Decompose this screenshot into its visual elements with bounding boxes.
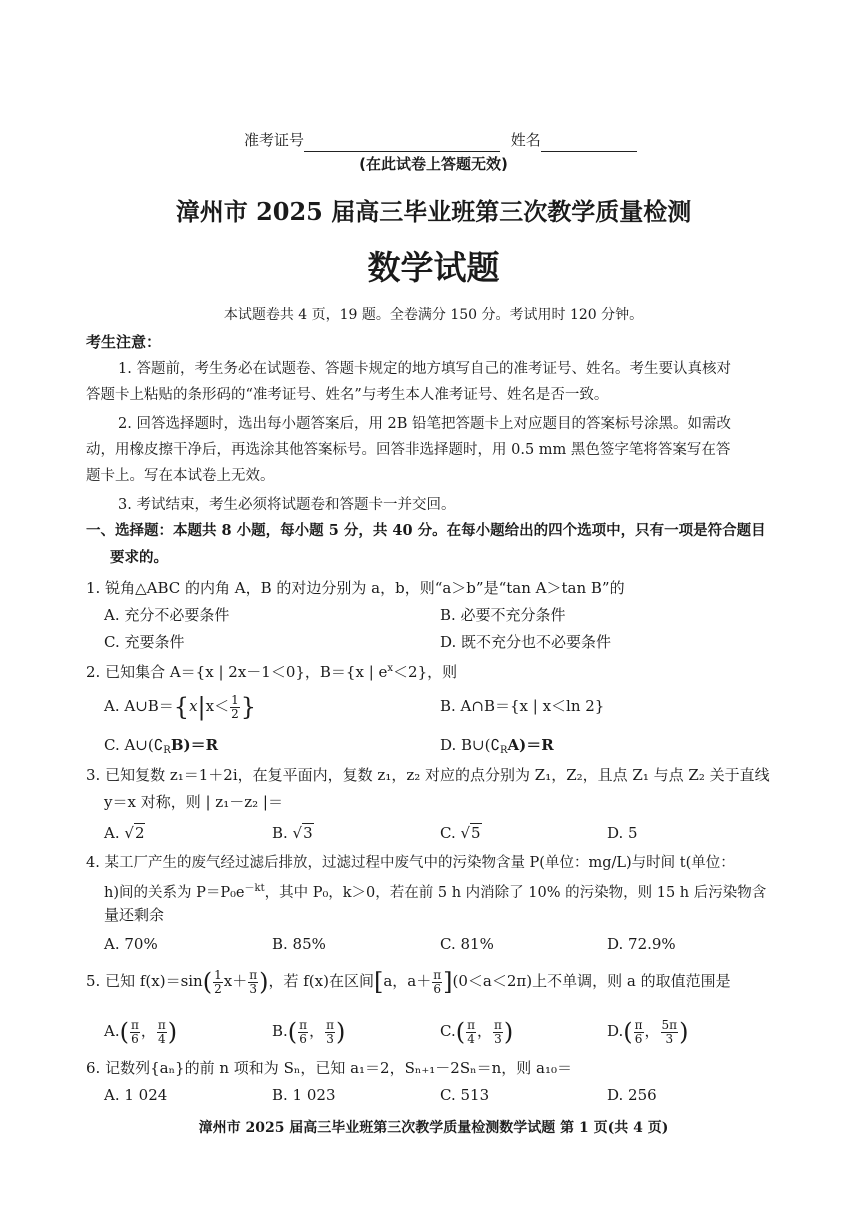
q3-line1: 3. 已知复数 z₁＝1＋2i，在复平面内，复数 z₁，z₂ 对应的点分别为 Z₁，Z₂，且点 Z₁ 与点 Z₂ 关于直线	[86, 766, 770, 784]
q2-a-pre: A. A∪B＝	[104, 697, 174, 715]
q5-frac1	[213, 969, 223, 996]
q2-c-end: B)＝R	[170, 736, 219, 754]
q4-line2a: h)间的关系为 P＝P₀e	[104, 885, 245, 901]
q5-d-lparen: (	[623, 1018, 633, 1046]
q2-option-d	[440, 733, 554, 763]
q4-option-c: C. 81%	[440, 935, 494, 953]
q5-b-comma: ，	[309, 1022, 325, 1040]
q5-frac2-den: 3	[249, 981, 257, 996]
q5-stem	[86, 965, 731, 998]
q1-option-d: D. 既不充分也不必要条件	[440, 633, 612, 651]
q5-b-lparen: (	[287, 1018, 298, 1046]
q2-stem-b: ＜2}，则	[393, 663, 458, 681]
q5-option-a	[104, 1015, 177, 1048]
q3-option-a	[104, 821, 145, 845]
notice-p2b: 动，用橡皮擦干净后，再选涂其他答案标号。回答非选择题时，用 0.5 mm 黑色签字笔将答案写在答	[86, 442, 731, 458]
q2-a-lbrace: {	[173, 693, 190, 721]
q5-rparen: )	[259, 968, 269, 996]
q2-c-sub: R	[163, 745, 171, 756]
q2-a-frac-den: 2	[231, 706, 239, 721]
q2-c-pre: C. A∪(∁	[104, 736, 164, 754]
q5-c-frac1-den: 4	[467, 1031, 475, 1046]
q5-frac2	[248, 969, 258, 996]
q2-a-frac-num: 1	[231, 692, 239, 707]
q3-c-label: C. √	[440, 824, 471, 842]
q2-d-sub: R	[500, 745, 508, 756]
q5-c-comma: ，	[476, 1022, 492, 1040]
q2-option-c	[104, 733, 218, 763]
q2-stem	[86, 657, 457, 684]
q5-a-frac1	[130, 1019, 140, 1046]
q4-option-a: A. 70%	[104, 935, 158, 953]
notice-p2a: 2. 回答选择题时，选出每小题答案后，用 2B 铅笔把答题卡上对应题目的答案标号涂黑。如需改	[118, 416, 732, 432]
q5-mid1: x＋	[223, 972, 248, 990]
q5-frac1-den: 2	[214, 981, 222, 996]
q5-option-d	[607, 1015, 688, 1048]
q2-option-b: B. A∩B＝{x | x＜ln 2}	[440, 697, 605, 715]
exam-info: 本试题卷共 4 页，19 题。全卷满分 150 分。考试用时 120 分钟。	[223, 307, 644, 323]
q5-d-frac2	[661, 1019, 679, 1046]
q2-a-var: x	[189, 697, 198, 715]
q2-stem-a: 2. 已知集合 A＝{x | 2x－1＜0}，B＝{x | e	[86, 663, 388, 681]
q5-c-frac1	[466, 1019, 476, 1046]
q2-a-x: x＜	[205, 697, 230, 715]
q5-lbracket: [	[373, 968, 384, 996]
q3-option-d: D. 5	[607, 824, 638, 842]
q3-line2: y＝x 对称，则 | z₁－z₂ |＝	[104, 793, 283, 811]
q5-c-lparen: (	[455, 1018, 466, 1046]
q5-a-label: A.	[104, 1022, 120, 1040]
q5-frac3-num: π	[433, 967, 442, 982]
q1-option-b: B. 必要不充分条件	[440, 606, 566, 624]
id-blank	[304, 135, 500, 152]
q2-d-pre: D. B∪(∁	[440, 736, 501, 754]
q5-d-frac2-num: 5π	[661, 1017, 678, 1032]
q5-c-label: C.	[440, 1022, 456, 1040]
q5-frac2-num: π	[249, 967, 258, 982]
q5-d-comma: ，	[644, 1022, 660, 1040]
q5-b-frac2-num: π	[326, 1017, 334, 1032]
q5-frac3-den: 6	[433, 981, 441, 996]
q6-option-d: D. 256	[607, 1086, 657, 1104]
q3-a-val: 2	[134, 824, 145, 842]
notice-p1a: 1. 答题前，考生务必在试题卷、答题卡规定的地方填写自己的准考证号、姓名。考生要认真核对	[118, 361, 731, 377]
q5-b-label: B.	[272, 1022, 288, 1040]
q5-c-rparen: )	[503, 1018, 514, 1046]
notice-heading: 考生注意：	[86, 333, 162, 351]
page-footer: 漳州市 2025 届高三毕业班第三次教学质量检测数学试题 第 1 页(共 4 页)	[198, 1120, 669, 1136]
invalid-note: (在此试卷上答题无效)	[359, 155, 508, 173]
q3-a-label: A. √	[104, 824, 134, 842]
q5-d-frac1	[634, 1019, 644, 1046]
q6-stem: 6. 记数列{aₙ}的前 n 项和为 Sₙ，已知 a₁＝2，Sₙ₊₁－2Sₙ＝n，则 a₁₀＝	[86, 1059, 573, 1077]
q1-option-c: C. 充要条件	[104, 633, 185, 651]
q2-a-frac	[230, 694, 240, 721]
q5-option-c	[440, 1015, 513, 1048]
q3-option-c	[440, 821, 482, 845]
q5-a-frac2-den: 4	[158, 1031, 166, 1046]
q5-a-frac1-num: π	[130, 1017, 139, 1032]
section1-heading-2: 要求的。	[110, 549, 168, 566]
q5-mid2: ，若 f(x)在区间	[268, 972, 374, 990]
q5-frac1-num: 1	[214, 967, 222, 982]
q5-c-frac2	[493, 1019, 503, 1046]
q5-lparen: (	[202, 968, 213, 996]
q5-c-frac2-num: π	[494, 1017, 502, 1032]
q5-d-label: D.	[607, 1022, 624, 1040]
candidate-info-line	[244, 128, 637, 152]
q5-d-rparen: )	[679, 1018, 689, 1046]
q4-line3: 量还剩余	[104, 906, 165, 924]
q4-line2	[104, 877, 766, 905]
q5-a-lparen: (	[119, 1018, 129, 1046]
notice-p1b: 答题卡上粘贴的条形码的“准考证号、姓名”与考生本人准考证号、姓名是否一致。	[86, 387, 609, 403]
q4-line1: 4. 某工厂产生的废气经过滤后排放，过滤过程中废气中的污染物含量 P(单位：mg/L)与时间 t(单位：	[86, 855, 735, 871]
q2-a-rbrace: }	[240, 693, 257, 721]
q4-option-b: B. 85%	[272, 935, 326, 953]
q5-d-frac2-den: 3	[665, 1031, 674, 1046]
q5-a-frac1-den: 6	[131, 1031, 139, 1046]
q2-d-end: A)＝R	[507, 736, 554, 754]
q5-b-frac1-num: π	[299, 1017, 308, 1032]
exam-title: 漳州市 2025 届高三毕业班第三次教学质量检测	[175, 197, 692, 226]
q5-b-frac2-den: 3	[326, 1031, 334, 1046]
q5-b-frac1-den: 6	[299, 1031, 307, 1046]
q5-frac3	[432, 969, 442, 996]
q6-option-a: A. 1 024	[104, 1086, 168, 1104]
q3-option-b	[272, 821, 314, 845]
q5-b-frac1	[298, 1019, 308, 1046]
q3-b-label: B. √	[272, 824, 303, 842]
q5-option-b	[272, 1015, 345, 1048]
section1-heading-1: 一、选择题：本题共 8 小题，每小题 5 分，共 40 分。在每小题给出的四个选项中，只有一项是符合题目	[86, 522, 766, 539]
q1-stem: 1. 锐角△ABC 的内角 A，B 的对边分别为 a，b，则“a＞b”是“tan A＞tan B”的	[86, 579, 625, 597]
q3-b-val: 3	[303, 824, 313, 842]
q5-rbracket: ]	[443, 968, 453, 996]
q5-b-rparen: )	[335, 1018, 346, 1046]
q5-c-frac1-num: π	[467, 1017, 475, 1032]
q3-c-val: 5	[471, 824, 481, 842]
subject-title: 数学试题	[367, 248, 500, 287]
name-blank	[541, 135, 637, 152]
q4-line2b: ，其中 P₀，k＞0，若在前 5 h 内消除了 10% 的污染物，则 15 h 后污染物含	[264, 885, 767, 901]
q6-option-b: B. 1 023	[272, 1086, 336, 1104]
q2-option-a	[104, 690, 256, 723]
q5-a-frac2-num: π	[157, 1017, 166, 1032]
notice-p2c: 题卡上。写在本试卷上无效。	[86, 468, 275, 484]
q5-a-frac2	[157, 1019, 167, 1046]
q2-stem-sup: x	[387, 663, 394, 674]
id-label: 准考证号	[244, 131, 305, 149]
q5-d-frac1-num: π	[634, 1017, 643, 1032]
q4-option-d: D. 72.9%	[607, 935, 676, 953]
name-label: 姓名	[510, 131, 541, 149]
q2-a-bar: |	[197, 693, 206, 721]
q5-a-comma: ，	[140, 1022, 156, 1040]
q5-c-frac2-den: 3	[494, 1031, 502, 1046]
q5-mid3: a，a＋	[383, 972, 432, 990]
q5-end: (0＜a＜2π)上不单调，则 a 的取值范围是	[452, 972, 731, 990]
q6-option-c: C. 513	[440, 1086, 490, 1104]
notice-p3: 3. 考试结束，考生必须将试题卷和答题卡一并交回。	[118, 497, 456, 513]
q5-pre: 5. 已知 f(x)＝sin	[86, 972, 203, 990]
q5-b-frac2	[325, 1019, 335, 1046]
q5-d-frac1-den: 6	[634, 1031, 643, 1046]
q4-line2sup: －kt	[244, 883, 265, 894]
q5-a-rparen: )	[167, 1018, 178, 1046]
q1-option-a: A. 充分不必要条件	[104, 606, 230, 624]
